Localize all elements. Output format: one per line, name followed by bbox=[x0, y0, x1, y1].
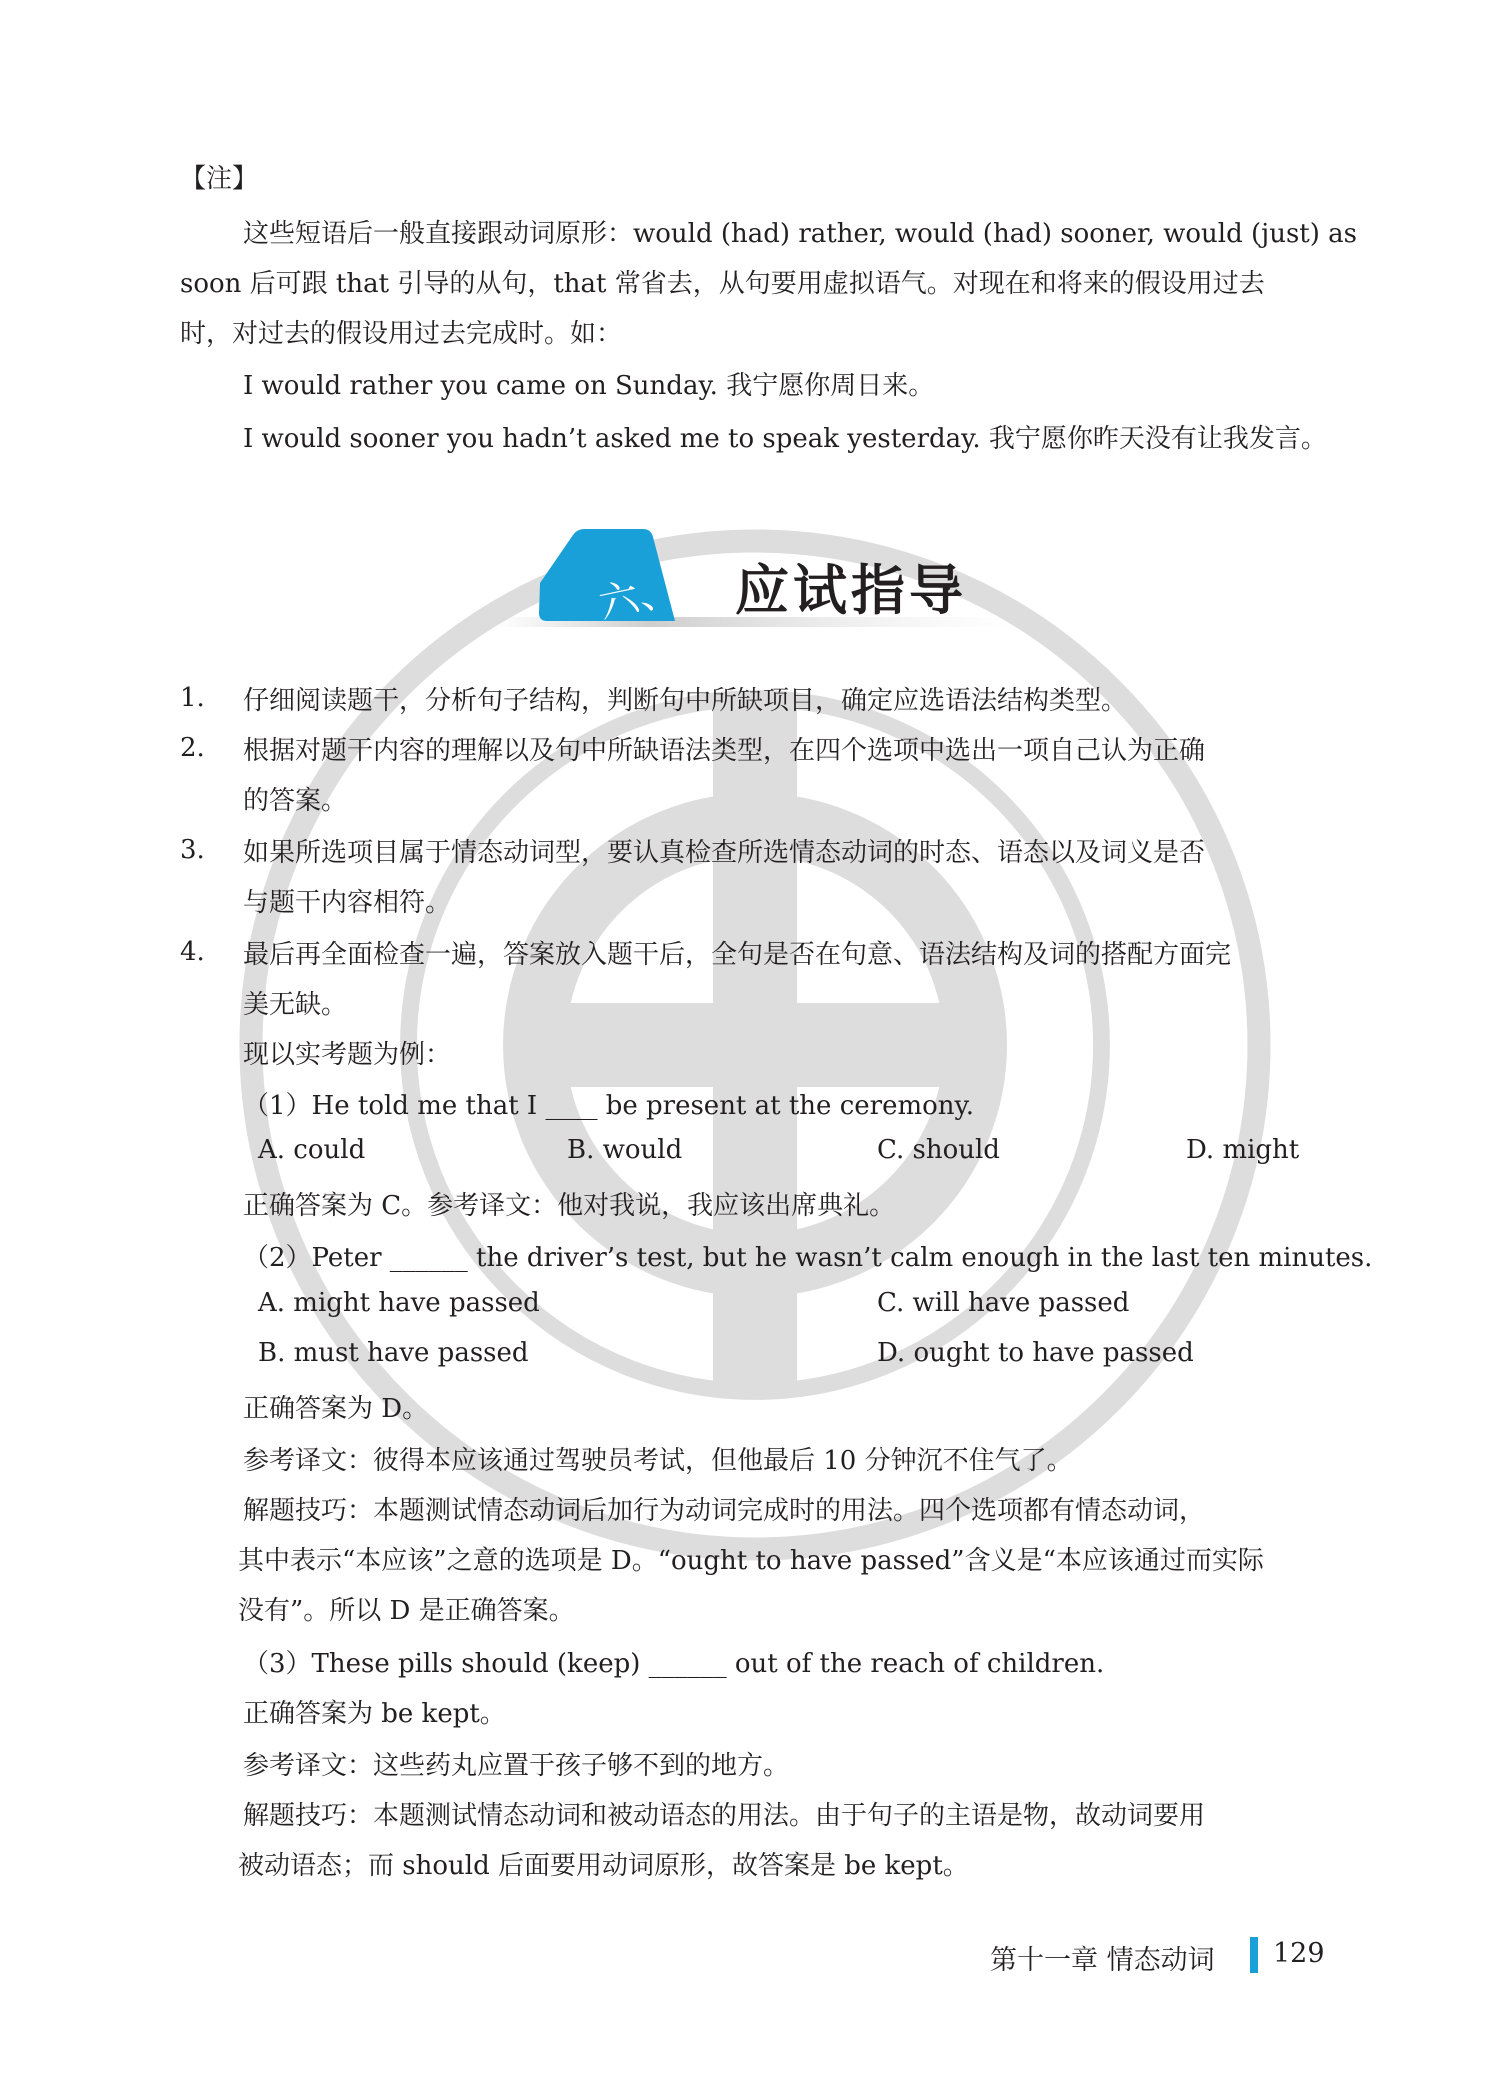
note-para-line: 时，对过去的假设用过去完成时。如： bbox=[180, 319, 623, 349]
tip-text: 解题技巧：本题测试情态动词和被动语态的用法。由于句子的主语是物，故动词要用 bbox=[243, 1801, 1206, 1831]
step-number: 3. bbox=[180, 835, 205, 865]
step-text: 最后再全面检查一遍，答案放入题干后，全句是否在句意、语法结构及词的搭配方面完 bbox=[243, 940, 1232, 970]
translation-text: 参考译文：彼得本应该通过驾驶员考试，但他最后 10 分钟沉不住气了。 bbox=[243, 1446, 1073, 1476]
step-number: 2. bbox=[180, 733, 205, 763]
footer-divider bbox=[1250, 1937, 1258, 1973]
option: B. must have passed bbox=[258, 1338, 529, 1368]
option: D. ought to have passed bbox=[877, 1338, 1194, 1368]
step-text: 根据对题干内容的理解以及句中所缺语法类型，在四个选项中选出一项自己认为正确 bbox=[243, 736, 1206, 766]
section-number: 六、 bbox=[594, 566, 683, 628]
section-title: 应试指导 bbox=[735, 559, 967, 622]
note-example: I would sooner you hadn’t asked me to speak yesterday. 我宁愿你昨天没有让我发言。 bbox=[243, 424, 1327, 454]
note-para-line: 这些短语后一般直接跟动词原形：would (had) rather, would (had) sooner, would (just) as bbox=[243, 219, 1358, 249]
tip-text: 没有”。所以 D 是正确答案。 bbox=[238, 1596, 575, 1626]
page-number: 129 bbox=[1273, 1938, 1325, 1969]
option: C. should bbox=[877, 1135, 1000, 1165]
step-text: 仔细阅读题干，分析句子结构，判断句中所缺项目，确定应选语法结构类型。 bbox=[243, 686, 1128, 716]
step-text: 如果所选项目属于情态动词型，要认真检查所选情态动词的时态、语态以及词义是否 bbox=[243, 838, 1206, 868]
question-stem: （3）These pills should (keep) ______ out of the reach of children. bbox=[243, 1649, 1105, 1679]
note-example: I would rather you came on Sunday. 我宁愿你周日来。 bbox=[243, 371, 935, 401]
step-text: 的答案。 bbox=[243, 786, 348, 816]
tip-text: 被动语态；而 should 后面要用动词原形，故答案是 be kept。 bbox=[238, 1851, 969, 1881]
tip-text: 解题技巧：本题测试情态动词后加行为动词完成时的用法。四个选项都有情态动词， bbox=[243, 1496, 1206, 1526]
answer-text: 正确答案为 be kept。 bbox=[243, 1699, 506, 1729]
note-para-line: soon 后可跟 that 引导的从句，that 常省去，从句要用虚拟语气。对现在和将来的假设用过去 bbox=[180, 269, 1265, 299]
tip-text: 其中表示“本应该”之意的选项是 D。“ought to have passed”含义是“本应该通过而实际 bbox=[238, 1546, 1264, 1576]
step-number: 4. bbox=[180, 937, 205, 967]
examples-intro: 现以实考题为例： bbox=[243, 1040, 452, 1070]
answer-text: 正确答案为 D。 bbox=[243, 1394, 429, 1424]
option: C. will have passed bbox=[877, 1288, 1130, 1318]
option: A. might have passed bbox=[258, 1288, 540, 1318]
answer-text: 正确答案为 C。参考译文：他对我说，我应该出席典礼。 bbox=[243, 1191, 896, 1221]
footer-chapter: 第十一章 情态动词 bbox=[990, 1945, 1215, 1976]
option: D. might bbox=[1186, 1135, 1300, 1165]
question-stem: （2）Peter ______ the driver’s test, but he wasn’t calm enough in the last ten minutes. bbox=[243, 1243, 1373, 1273]
step-text: 与题干内容相符。 bbox=[243, 888, 452, 918]
step-number: 1. bbox=[180, 683, 205, 713]
question-stem: （1）He told me that I ____ be present at the ceremony. bbox=[243, 1091, 975, 1121]
step-text: 美无缺。 bbox=[243, 990, 348, 1020]
translation-text: 参考译文：这些药丸应置于孩子够不到的地方。 bbox=[243, 1751, 790, 1781]
option: A. could bbox=[258, 1135, 366, 1165]
note-heading: 【注】 bbox=[180, 164, 259, 194]
option: B. would bbox=[567, 1135, 683, 1165]
